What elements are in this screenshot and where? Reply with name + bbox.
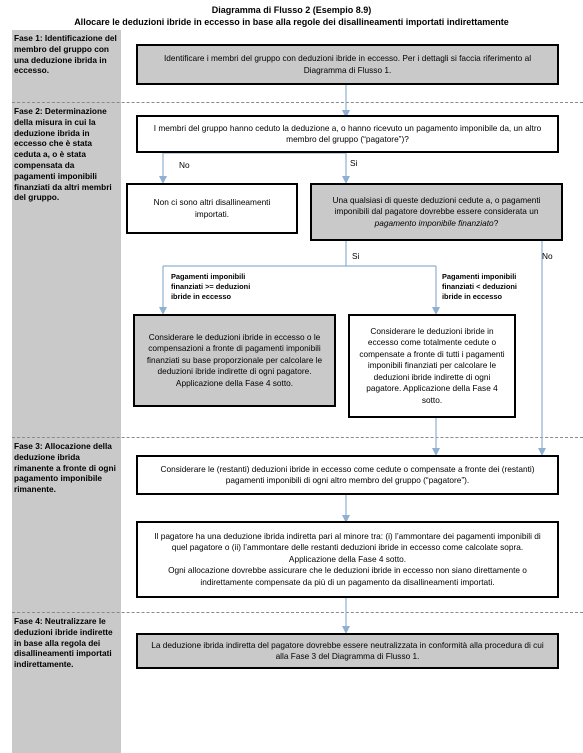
- indirect-deduction-box: [136, 521, 559, 598]
- phase-2-label: Fase 2: Determinazione della misura in cui la deduzione ibrida in eccesso che è stata ceduta a, o è stata compensata da pagamenti imponibili finanziati da altri membri del gruppo.: [14, 106, 112, 203]
- indirect-deduction-text-1: Il pagatore ha una deduzione ibrida indiretta pari al minore tra: (i) l’ammontare dei pagamenti imponibili di quel pagatore o (ii) l’ammontare delle restanti deduzioni ibride in eccesso come calcolate sopra. Applicazione della Fase 4 sotto.: [154, 530, 541, 564]
- label-si-1: Si: [350, 158, 358, 168]
- remaining-allocation-box: Considerare le (restanti) deduzioni ibride in eccesso come cedute o compensate a fronte dei (restanti) pagamenti imponibili di ogni altro membro del gruppo (“pagatore”).: [136, 455, 559, 495]
- label-lt-condition: Pagamenti imponibili finanziati < deduzioni ibride in eccesso: [442, 272, 517, 301]
- no-other-mismatch-box: Non ci sono altri disallineamenti importati.: [126, 183, 298, 234]
- question2-box: [310, 183, 563, 241]
- question2-text: Una qualsiasi di queste deduzioni cedute a, o pagamenti imponibili dal pagatore dovrebbe essere considerata un pagamento imponibile finanziato?: [332, 194, 541, 228]
- indirect-deduction-text-2: Ogni allocazione dovrebbe assicurare che le deduzioni ibride in eccesso non siano direttamente o indirettamente compensate da più di un pagamento da disallineamenti importati.: [168, 565, 527, 587]
- phase-3-label: Fase 3: Allocazione della deduzione ibrida rimanente a fronte di ogni pagamento imponibile rimanente.: [14, 441, 116, 495]
- proportional-allocation-box: Considerare le deduzioni ibride in eccesso o le compensazioni a fronte di pagamenti imponibili finanziati su base proporzionale per calcolare le deduzioni ibride indirette di ogni pagatore. Applicazione della Fase 4 sotto.: [133, 314, 336, 407]
- phase-4-label: Fase 4: Neutralizzare le deduzioni ibride indirette in base alla regola dei disallineamenti importati indirettamente.: [14, 616, 113, 670]
- label-si-2: Si: [352, 251, 360, 261]
- neutralize-box: La deduzione ibrida indiretta del pagatore dovrebbe essere neutralizzata in conformità alla procedura di cui alla Fase 3 del Diagramma di Flusso 1.: [136, 633, 559, 669]
- phase-1-label: Fase 1: Identificazione del membro del gruppo con una deduzione ibrida in eccesso.: [14, 33, 117, 76]
- question1-box: I membri del gruppo hanno ceduto la deduzione a, o hanno ricevuto un pagamento imponibile da, un altro membro del gruppo (“pagatore”)?: [136, 115, 559, 153]
- label-ge-condition: Pagamenti imponibili finanziati >= deduzioni ibride in eccesso: [171, 272, 251, 301]
- total-allocation-box: Considerare le deduzioni ibride in eccesso come totalmente cedute o compensate a fronte di tutti i pagamenti imponibili finanziati per calcolare le deduzioni ibride indirette di ogni pagatore. Applicazione della Fase 4 sotto.: [348, 314, 516, 418]
- identify-box: Identificare i membri del gruppo con deduzioni ibride in eccesso. Per i dettagli si faccia riferimento al Diagramma di Flusso 1.: [136, 44, 559, 85]
- label-no-2: No: [542, 251, 553, 261]
- diagram-title: Diagramma di Flusso 2 (Esempio 8.9): [211, 5, 372, 15]
- label-no-1: No: [179, 160, 190, 170]
- diagram-subtitle: Allocare le deduzioni ibride in eccesso in base alla regole dei disallineamenti importati indirettamente: [74, 17, 509, 27]
